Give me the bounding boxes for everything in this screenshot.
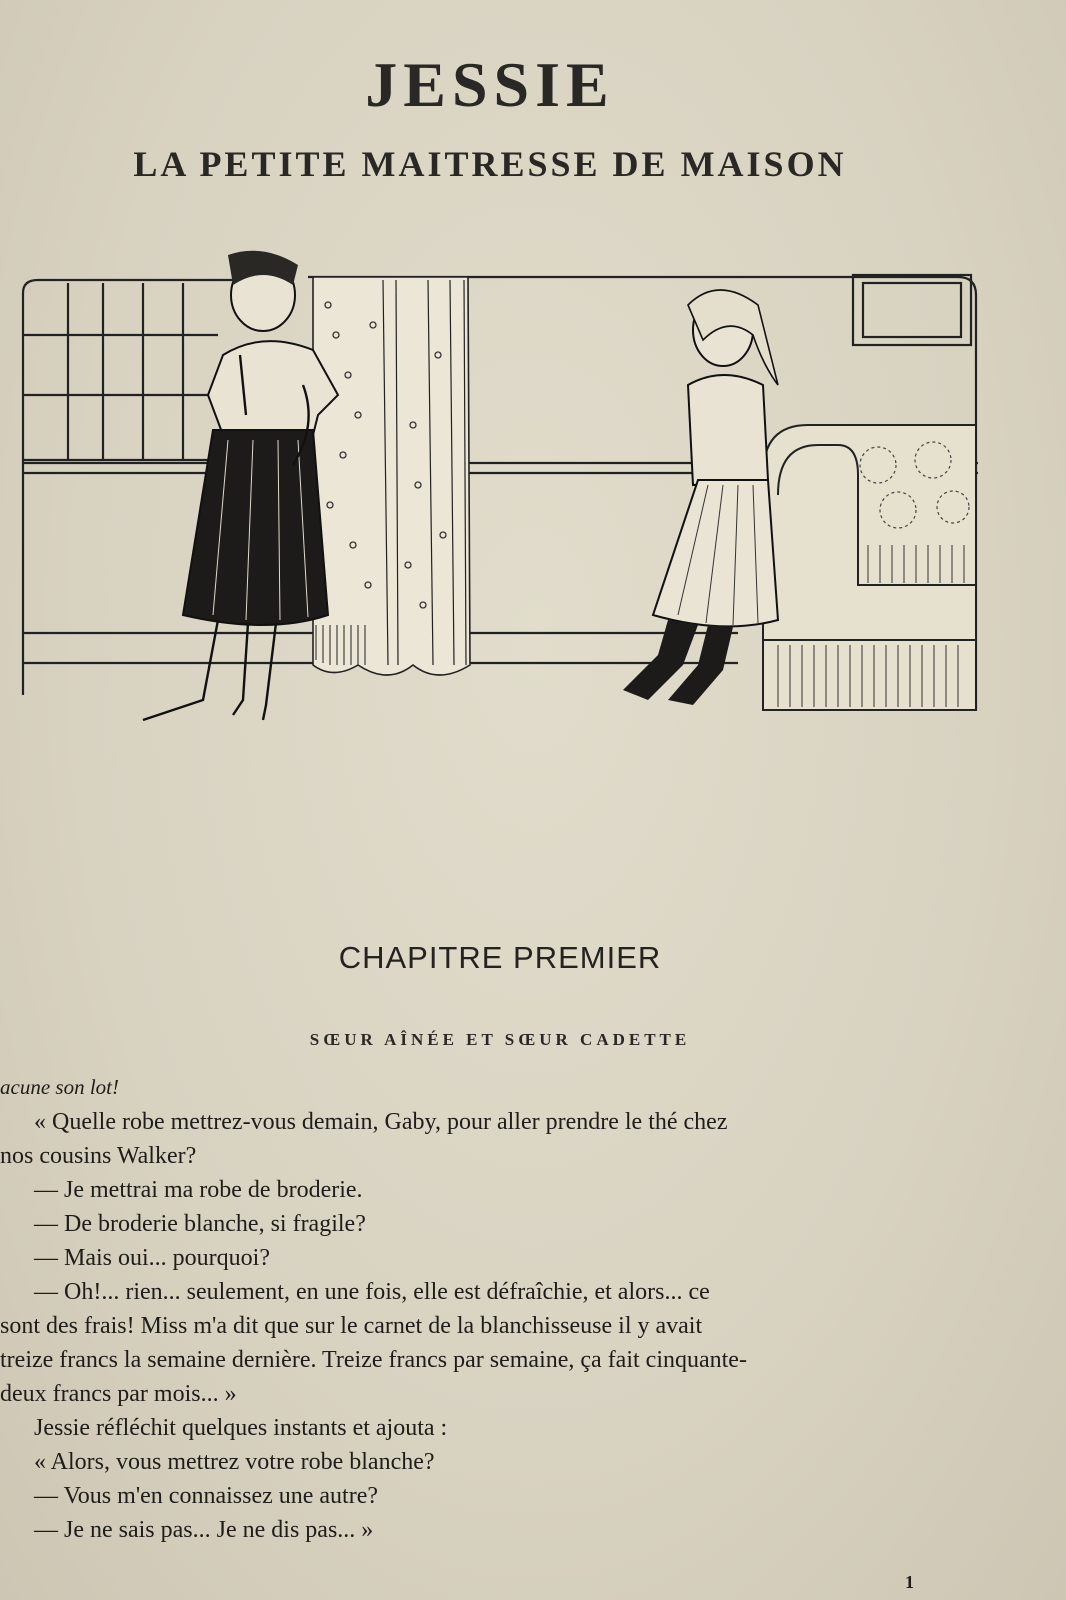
text-line: « Quelle robe mettrez-vous demain, Gaby, pour aller prendre le thé chez: [34, 1109, 728, 1135]
page-number: 1: [905, 1572, 914, 1592]
text-line: — Mais oui... pourquoi?: [34, 1245, 270, 1271]
text-line: treize francs la semaine dernière. Treize francs par semaine, ça fait cinquante-: [0, 1347, 747, 1373]
illustration-two-girls: [18, 245, 1003, 750]
text-line: — Oh!... rien... seulement, en une fois, elle est défraîchie, et alors... ce: [34, 1279, 710, 1305]
text-line: deux francs par mois... »: [0, 1381, 237, 1407]
text-line: — Je mettrai ma robe de broderie.: [34, 1177, 363, 1203]
text-line: nos cousins Walker?: [0, 1143, 197, 1169]
book-subtitle: LA PETITE MAITRESSE DE MAISON: [133, 144, 847, 184]
text-line: — De broderie blanche, si fragile?: [34, 1211, 366, 1237]
text-line: — Je ne sais pas... Je ne dis pas... »: [34, 1517, 374, 1543]
text-line: « Alors, vous mettrez votre robe blanche?: [34, 1449, 435, 1475]
chapter-heading: CHAPITRE PREMIER: [338, 940, 662, 975]
text-line: — Vous m'en connaissez une autre?: [34, 1483, 379, 1509]
text-line: Jessie réfléchit quelques instants et ajouta :: [34, 1415, 448, 1441]
text-line: sont des frais! Miss m'a dit que sur le carnet de la blanchisseuse il y avait: [0, 1313, 703, 1339]
text-line: acune son lot!: [0, 1075, 119, 1099]
book-title: JESSIE: [365, 49, 615, 120]
chapter-subheading: SŒUR AÎNÉE ET SŒUR CADETTE: [309, 1030, 691, 1049]
